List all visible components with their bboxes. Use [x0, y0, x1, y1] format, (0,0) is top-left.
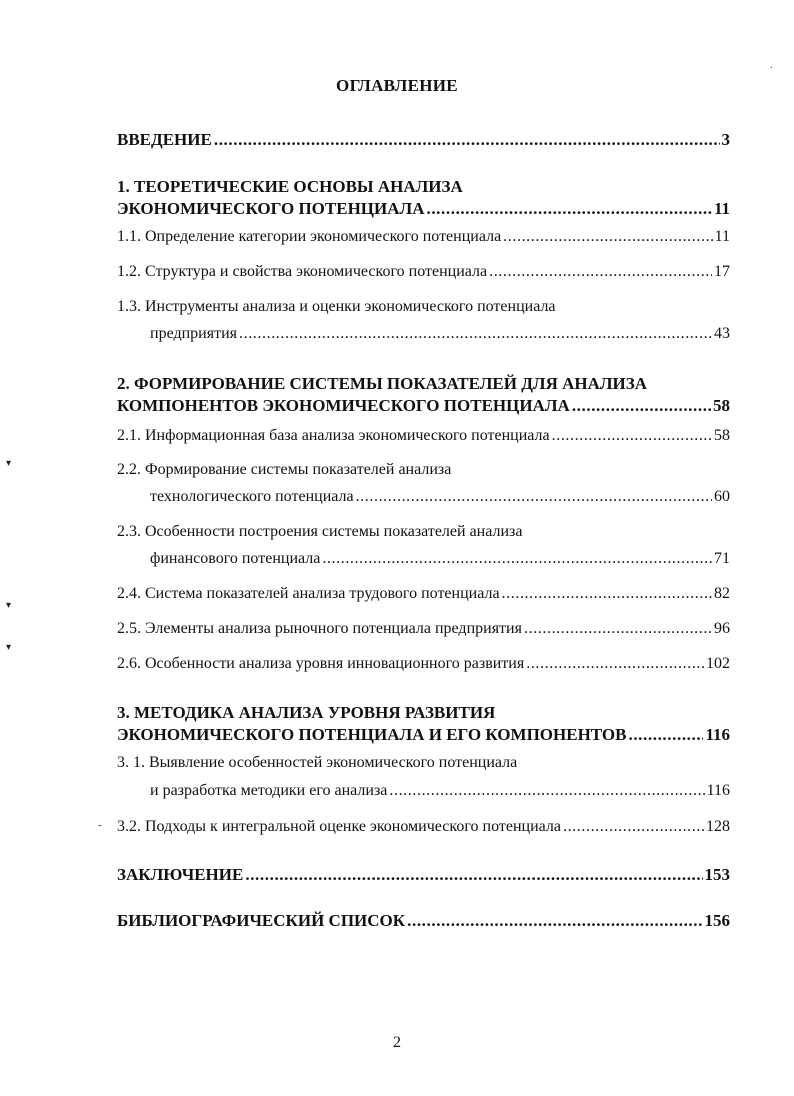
toc-page: 11: [714, 228, 730, 245]
toc-page: 153: [704, 865, 730, 884]
toc-entry-2-6[interactable]: [117, 654, 730, 674]
dot-leader: [628, 725, 703, 745]
toc-label: 3.2. Подходы к интегральной оценке экономического потенциала: [117, 818, 561, 835]
toc-label: предприятия: [150, 325, 237, 342]
toc-page: 60: [714, 488, 730, 505]
toc-page: 17: [714, 263, 730, 280]
toc-label: 2.1. Информационная база анализа экономического потенциала: [117, 427, 550, 444]
chapter-3-title: 3. МЕТОДИКА АНАЛИЗА УРОВНЯ РАЗВИТИЯ: [117, 703, 496, 722]
toc-entry-intro[interactable]: [117, 130, 730, 150]
dot-leader: [552, 426, 712, 446]
toc-entry-2-4[interactable]: [117, 584, 730, 604]
toc-label: финансового потенциала: [150, 550, 321, 567]
dot-leader: [356, 487, 712, 507]
toc-page: 116: [706, 782, 730, 799]
toc-entry-1-1[interactable]: [117, 227, 730, 247]
dot-leader: [426, 199, 711, 219]
toc-entry-chapter-3[interactable]: [117, 725, 730, 745]
toc-page: 156: [704, 911, 730, 930]
toc-entry-chapter-1[interactable]: [117, 199, 730, 219]
scan-mark: ▾: [6, 458, 12, 469]
scan-mark: ▾: [6, 642, 12, 653]
dot-leader: [563, 817, 704, 837]
scan-mark: .: [770, 60, 773, 71]
toc-entry-2-3-line1: 2.3. Особенности построения системы показателей анализа: [117, 523, 523, 540]
dot-leader: [322, 549, 712, 569]
toc-entry-conclusion[interactable]: [117, 865, 730, 885]
scan-mark: -: [98, 820, 102, 831]
toc-page: 11: [713, 199, 730, 218]
toc-page: 116: [705, 725, 730, 744]
toc-page: 102: [706, 655, 730, 672]
toc-entry-3-1-line1: 3. 1. Выявление особенностей экономического потенциала: [117, 754, 518, 771]
dot-leader: [503, 227, 712, 247]
page-title: ОГЛАВЛЕНИЕ: [336, 76, 458, 95]
toc-page: 96: [714, 620, 730, 637]
toc-page: 128: [706, 818, 730, 835]
toc-entry-1-2[interactable]: [117, 262, 730, 282]
dot-leader: [524, 619, 712, 639]
toc-label: 2.6. Особенности анализа уровня инновационного развития: [117, 655, 525, 672]
toc-entry-chapter-2[interactable]: [117, 396, 730, 416]
toc-label: 1.1. Определение категории экономического потенциала: [117, 228, 502, 245]
dot-leader: [239, 324, 712, 344]
dot-leader: [526, 654, 704, 674]
chapter-1-title: 1. ТЕОРЕТИЧЕСКИЕ ОСНОВЫ АНАЛИЗА: [117, 177, 463, 196]
dot-leader: [389, 781, 704, 801]
toc-label: 1.2. Структура и свойства экономического потенциала: [117, 263, 488, 280]
page-number: 2: [393, 1034, 401, 1051]
toc-label: ЗАКЛЮЧЕНИЕ: [117, 865, 244, 884]
toc-entry-1-3-line1: 1.3. Инструменты анализа и оценки экономического потенциала: [117, 298, 556, 315]
toc-label: ЭКОНОМИЧЕСКОГО ПОТЕНЦИАЛА: [117, 199, 425, 218]
dot-leader: [502, 584, 712, 604]
chapter-2-title: 2. ФОРМИРОВАНИЕ СИСТЕМЫ ПОКАЗАТЕЛЕЙ ДЛЯ АНАЛИЗА: [117, 374, 648, 393]
toc-label: КОМПОНЕНТОВ ЭКОНОМИЧЕСКОГО ПОТЕНЦИАЛА: [117, 396, 570, 415]
toc-entry-2-2-line1: 2.2. Формирование системы показателей анализа: [117, 461, 452, 478]
toc-label: 2.4. Система показателей анализа трудового потенциала: [117, 585, 500, 602]
toc-entry-1-3[interactable]: [150, 324, 730, 344]
dot-leader: [489, 262, 712, 282]
dot-leader: [214, 130, 720, 150]
toc-entry-2-2[interactable]: [150, 487, 730, 507]
toc-page: 71: [714, 550, 730, 567]
dot-leader: [245, 865, 702, 885]
toc-entry-3-2[interactable]: [117, 817, 730, 837]
toc-label: БИБЛИОГРАФИЧЕСКИЙ СПИСОК: [117, 911, 406, 930]
toc-label: 2.5. Элементы анализа рыночного потенциала предприятия: [117, 620, 522, 637]
scan-mark: ▾: [6, 600, 12, 611]
toc-label: ВВЕДЕНИЕ: [117, 130, 212, 149]
toc-label: ЭКОНОМИЧЕСКОГО ПОТЕНЦИАЛА И ЕГО КОМПОНЕНТОВ: [117, 725, 627, 744]
toc-entry-2-1[interactable]: [117, 426, 730, 446]
toc-page: 58: [714, 427, 730, 444]
dot-leader: [407, 911, 702, 931]
toc-entry-2-5[interactable]: [117, 619, 730, 639]
toc-label: технологического потенциала: [150, 488, 354, 505]
toc-label: и разработка методики его анализа: [150, 782, 388, 799]
toc-page: 82: [714, 585, 730, 602]
toc-entry-3-1[interactable]: [150, 781, 730, 801]
toc-entry-2-3[interactable]: [150, 549, 730, 569]
toc-page: 58: [713, 396, 730, 415]
dot-leader: [572, 396, 711, 416]
toc-page: 3: [721, 130, 730, 149]
toc-entry-bibliography[interactable]: [117, 911, 730, 931]
toc-page: 43: [714, 325, 730, 342]
